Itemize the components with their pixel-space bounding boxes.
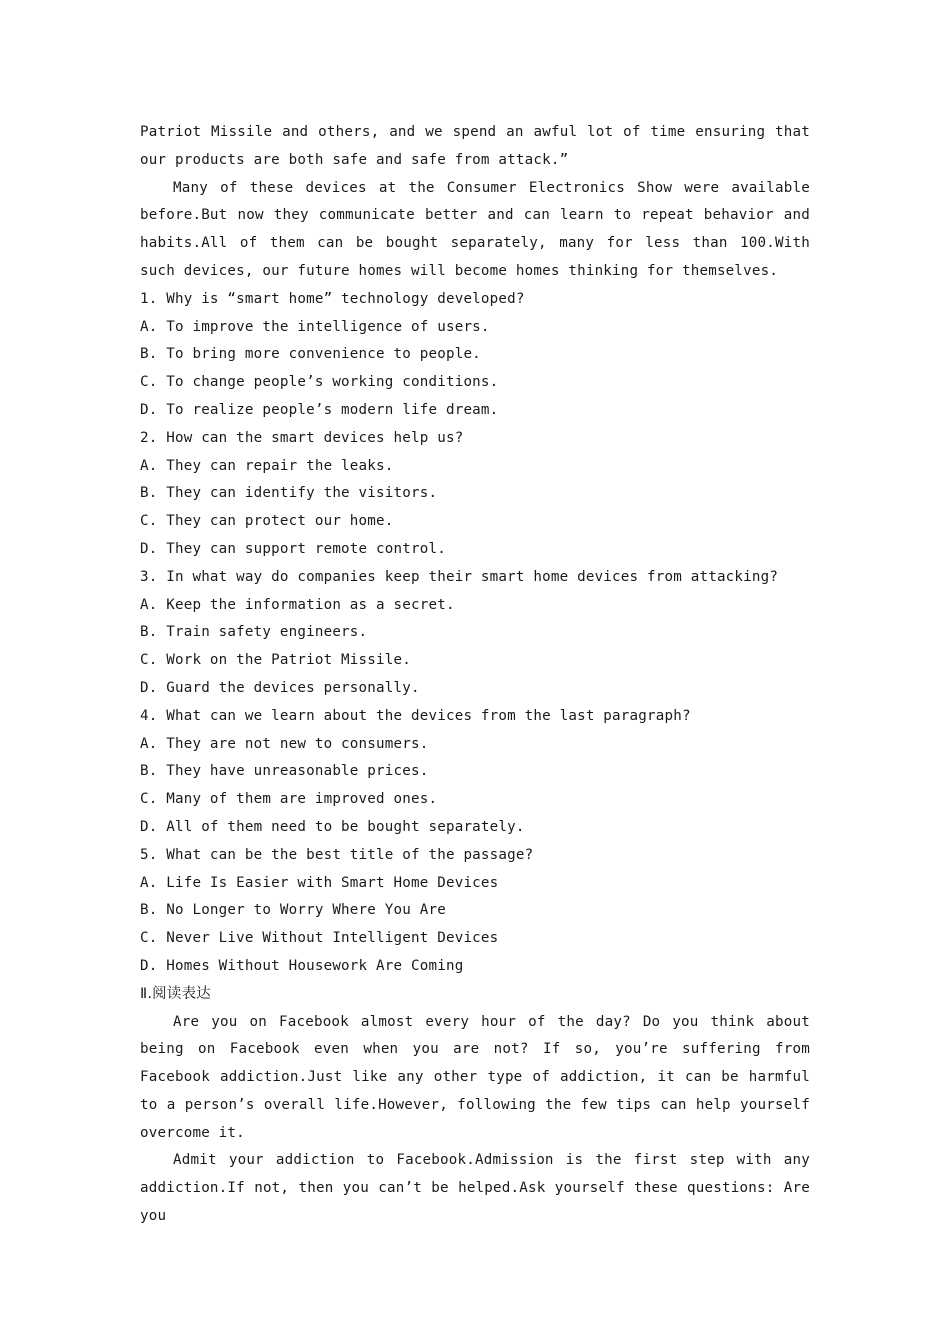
option-d: D. To realize people’s modern life dream. [140,401,499,418]
option-b: B. They have unreasonable prices. [140,763,429,780]
document-page [140,119,810,1231]
question-5 [140,842,810,981]
option-b: B. To bring more convenience to people. [140,346,481,363]
passage-continued: Patriot Missile and others, and we spend an awful lot of time ensuring that our products are both safe and safe from attack.” [140,124,810,168]
option-c: C. Work on the Patriot Missile. [140,652,411,669]
option-c: C. Never Live Without Intelligent Devices [140,930,499,947]
option-a: A. To improve the intelligence of users. [140,318,490,335]
section-paragraph-2: Admit your addiction to Facebook.Admission is the first step with any addiction.If not, then you can’t be helped.Ask yourself these questions: Are you [140,1152,810,1225]
option-d: D. Guard the devices personally. [140,679,420,696]
option-b: B. No Longer to Worry Where You Are [140,902,446,919]
option-b: B. Train safety engineers. [140,624,368,641]
option-a: A. They can repair the leaks. [140,457,394,474]
question-2 [140,425,810,564]
paragraph-devices: Many of these devices at the Consumer Electronics Show were available before.But now they communicate better and can learn to repeat behavior and habits.All of them can be bought separately, many for less than 100.With such devices, our future homes will become homes thinking for themselves. [140,179,810,279]
option-b: B. They can identify the visitors. [140,485,438,502]
question-stem: 4. What can we learn about the devices from the last paragraph? [140,707,691,724]
option-c: C. They can protect our home. [140,513,394,530]
question-stem: 5. What can be the best title of the passage? [140,846,534,863]
option-c: C. Many of them are improved ones. [140,791,438,808]
option-a: A. Keep the information as a secret. [140,596,455,613]
option-a: A. Life Is Easier with Smart Home Devices [140,874,499,891]
question-3 [140,564,810,703]
question-1 [140,286,810,425]
question-stem: 2. How can the smart devices help us? [140,429,464,446]
question-stem: 3. In what way do companies keep their smart home devices from attacking? [140,568,779,585]
section-paragraph-1: Are you on Facebook almost every hour of the day? Do you think about being on Facebook even when you are not? If so, you’re suffering from Facebook addiction.Just like any other type of addiction, it can be harmful to a person’s overall life.However, following the few tips can help yourself overcome it. [140,1013,810,1141]
option-c: C. To change people’s working conditions. [140,374,499,391]
option-d: D. Homes Without Housework Are Coming [140,957,464,974]
section-heading: Ⅱ.阅读表达 [140,985,211,1002]
question-4 [140,703,810,842]
question-stem: 1. Why is “smart home” technology developed? [140,290,525,307]
option-d: D. All of them need to be bought separately. [140,818,525,835]
option-a: A. They are not new to consumers. [140,735,429,752]
option-d: D. They can support remote control. [140,540,446,557]
